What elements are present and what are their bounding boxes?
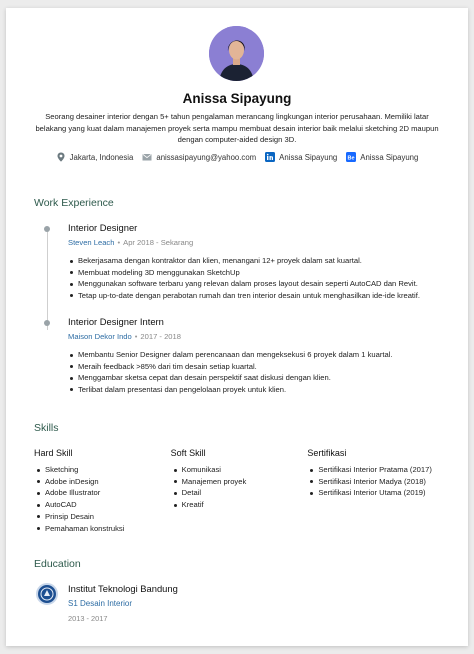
location-pin-icon [56, 152, 66, 162]
resume-page [6, 8, 468, 646]
job-entry [68, 316, 448, 395]
candidate-name: Anissa Sipayung [182, 91, 292, 106]
linkedin-icon [265, 152, 275, 162]
location-text: Jakarta, Indonesia [69, 152, 134, 162]
job-entry [68, 222, 448, 301]
job-dates: 2017 - 2018 [140, 332, 181, 341]
list-item: Sertifikasi Interior Madya (2018) [307, 476, 444, 488]
list-item: Adobe Illustrator [34, 487, 171, 499]
profile-photo [209, 26, 264, 81]
list-item: Pemahaman konstruksi [34, 523, 171, 535]
company-name: Steven Leach [68, 238, 115, 247]
list-item: Terlibat dalam presentasi dan pengelolaan proyek untuk klien. [68, 384, 448, 396]
work-experience-heading: Work Experience [34, 197, 114, 209]
behance-text[interactable]: Anissa Sipayung [360, 152, 419, 162]
contact-bar [6, 152, 468, 162]
list-item: Komunikasi [171, 464, 308, 476]
job-title: Interior Designer Intern [68, 316, 164, 327]
skills-grid [34, 448, 444, 534]
list-item: Manajemen proyek [171, 476, 308, 488]
degree: S1 Desain Interior [68, 599, 133, 608]
skill-column-heading: Sertifikasi [307, 448, 347, 458]
person-photo-icon [209, 26, 264, 81]
list-item: Sketching [34, 464, 171, 476]
education-dates: 2013 - 2017 [68, 614, 108, 623]
school-name: Institut Teknologi Bandung [68, 583, 178, 594]
contact-behance[interactable] [346, 152, 418, 162]
list-item: Membuat modeling 3D menggunakan SketchUp [68, 267, 448, 279]
email-icon [142, 152, 152, 162]
email-text[interactable]: anissasipayung@yahoo.com [156, 152, 257, 162]
list-item: Sertifikasi Interior Pratama (2017) [307, 464, 444, 476]
job-meta: Steven Leach • Apr 2018 - Sekarang [68, 238, 194, 247]
skills-heading: Skills [34, 422, 59, 434]
skill-column-hard [34, 448, 171, 534]
list-item: Detail [171, 487, 308, 499]
education-heading: Education [34, 558, 81, 570]
contact-email[interactable] [142, 152, 256, 162]
skill-column-certification [307, 448, 444, 534]
list-item: Meraih feedback >85% dari tim desain setiap kuartal. [68, 361, 448, 373]
behance-icon [346, 152, 356, 162]
university-emblem-icon [38, 585, 56, 603]
university-logo [36, 583, 58, 605]
linkedin-text[interactable]: Anissa Sipayung [279, 152, 338, 162]
company-name: Maison Dekor Indo [68, 332, 132, 341]
skill-column-soft [171, 448, 308, 534]
job-bullets [68, 255, 448, 301]
job-bullets [68, 349, 448, 395]
skill-column-heading: Soft Skill [170, 448, 206, 458]
contact-linkedin[interactable] [265, 152, 337, 162]
list-item: Prinsip Desain [34, 511, 171, 523]
contact-location [56, 152, 134, 162]
list-item: Menggambar sketsa cepat dan desain perspektif saat diskusi dengan klien. [68, 372, 448, 384]
profile-summary: Seorang desainer interior dengan 5+ tahun pengalaman merancang lingkungan interior perusahaan. Memiliki latar belakang yang kuat dalam manajemen proyek serta mampu membuat desain interior baik melalui sketching 2D maupun dengan computer-aided design 3D. [35, 112, 439, 144]
timeline-dot [44, 226, 50, 232]
timeline-dot [44, 320, 50, 326]
list-item: AutoCAD [34, 499, 171, 511]
education-entry [68, 583, 178, 623]
list-item: Bekerjasama dengan kontraktor dan klien, menangani 12+ proyek dalam sat kuartal. [68, 255, 448, 267]
list-item: Sertifikasi Interior Utama (2019) [307, 487, 444, 499]
job-title: Interior Designer [68, 222, 138, 233]
job-dates: Apr 2018 - Sekarang [123, 238, 194, 247]
list-item: Tetap up-to-date dengan perabotan rumah dan tren interior desain untuk menghasilkan ide-ide kreatif. [68, 290, 448, 302]
svg-text:Be: Be [347, 155, 355, 162]
list-item: Membantu Senior Designer dalam perencanaan dan mengeksekusi 6 proyek dalam 1 kuartal. [68, 349, 448, 361]
list-item: Menggunakan software terbaru yang relevan dalam proses layout desain seperti AutoCAD dan Revit. [68, 278, 448, 290]
skill-column-heading: Hard Skill [34, 448, 73, 458]
list-item: Adobe inDesign [34, 476, 171, 488]
job-meta: Maison Dekor Indo • 2017 - 2018 [68, 332, 181, 341]
list-item: Kreatif [171, 499, 308, 511]
timeline-line [47, 230, 48, 330]
